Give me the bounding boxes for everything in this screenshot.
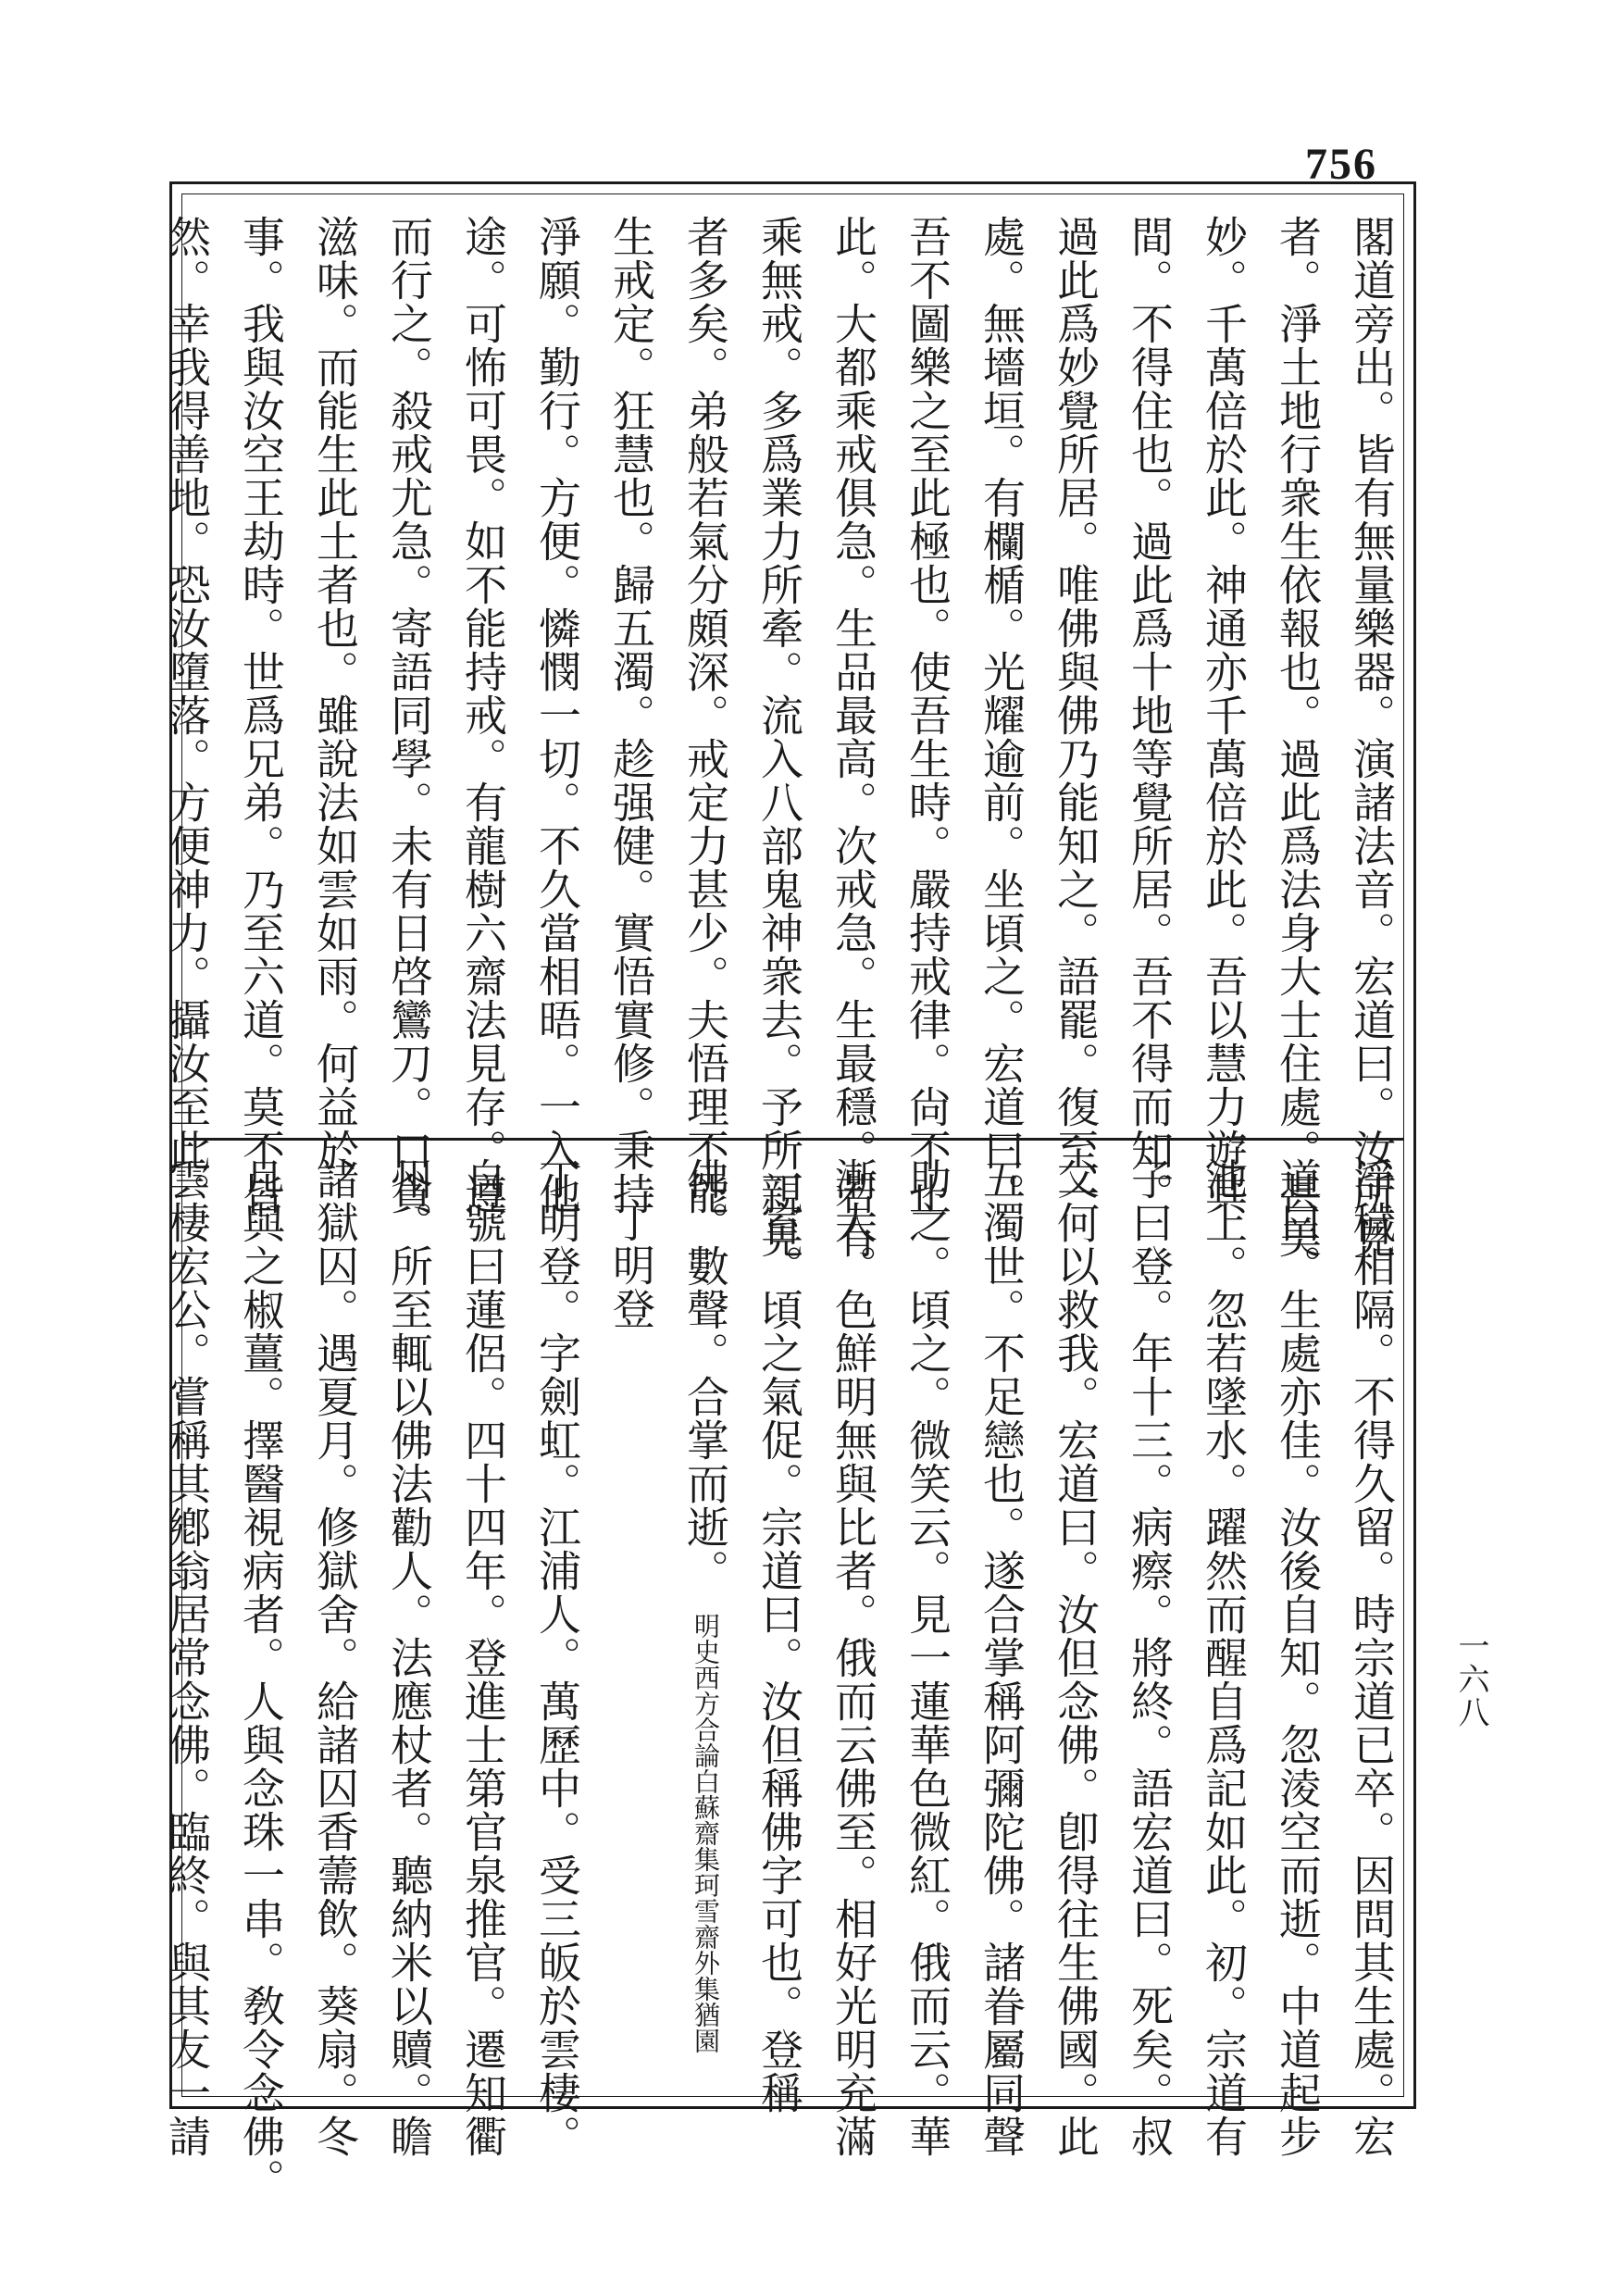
text-column: 然。幸我得善地。恐汝墮落。方便神力。攝汝至此。	[162, 215, 212, 1216]
text-column: 父何以救我。宏道曰。汝但念佛。卽得往生佛國。此	[1051, 1157, 1101, 2158]
text-column: 生戒定。狂慧也。歸五濁。趁强健。實悟實修。秉持	[606, 215, 656, 1216]
text-column: 者多矣。弟般若氣分頗深。戒定力甚少。夫悟理不能	[680, 215, 730, 1216]
section-heading: 丁明登	[606, 1200, 656, 1330]
text-column: 乘無戒。多爲業力所牽。流入八部鬼神衆去。予所親見	[754, 215, 804, 1259]
text-column: 雲棲宏公。嘗稱其鄕翁居常念佛。臨終。與其友一請	[162, 1157, 212, 2158]
text-column: 道曰。生處亦佳。汝後自知。忽淩空而逝。中道起步	[1273, 1157, 1323, 2158]
text-column: 淨願。勤行。方便。憐憫一切。不久當相晤。一入他	[532, 215, 582, 1216]
text-column: 此。大都乘戒俱急。生品最高。次戒急。生最穩。若有	[828, 215, 878, 1259]
text-column-main: 佛。數聲。合掌而逝。	[680, 1157, 730, 1592]
text-column: 滋味。而能生此土者也。雖說法如雲如雨。何益於	[310, 215, 360, 1172]
page-number: 756	[1305, 140, 1377, 189]
text-column-with-note	[668, 1157, 742, 2083]
text-column: 過此爲妙覺所居。唯佛與佛乃能知之。語罷。復至一	[1051, 215, 1101, 1216]
lower-text-section	[150, 1157, 1409, 2202]
text-column: 間。不得住也。過此爲十地等覺所居。吾不得而知。	[1125, 215, 1175, 1216]
text-column: 月與之椒薑。擇醫視病者。人與念珠一串。敎令念佛。	[236, 1157, 286, 2202]
text-column: 自號曰蓮侶。四十四年。登進士第官泉推官。遷知衢	[458, 1157, 508, 2158]
text-column: 一室。頃之氣促。宗道曰。汝但稱佛字可也。登稱	[754, 1157, 804, 2115]
text-column: 諸獄囚。遇夏月。修獄舍。給諸囚香薷飲。葵扇。冬	[310, 1157, 360, 2158]
text-column: 州。所至輒以佛法勸人。法應杖者。聽納米以贖。瞻	[384, 1157, 434, 2158]
upper-text-section	[150, 215, 1409, 1259]
text-column: 助之。頃之。微笑云。見一蓮華色微紅。俄而云。華	[902, 1157, 952, 2158]
text-column: 途。可怖可畏。如不能持戒。有龍樹六齋法見存。遵	[458, 215, 508, 1216]
text-column: 漸大。色鮮明無與比者。俄而云佛至。相好光明充滿	[828, 1157, 878, 2158]
text-column: 淨穢相隔。不得久留。時宗道已卒。因問其生處。宏	[1347, 1157, 1397, 2158]
text-column: 子曰登。年十三。病瘵。將終。語宏道曰。死矣。叔	[1125, 1157, 1175, 2158]
text-column: 妙。千萬倍於此。神通亦千萬倍於此。吾以慧力遊其	[1199, 215, 1249, 1216]
text-column: 而行之。殺戒尤急。寄語同學。未有日啓鸞刀。口貪	[384, 215, 434, 1216]
text-column: 五濁世。不足戀也。遂合掌稱阿彌陀佛。諸眷屬同聲	[977, 1157, 1027, 2158]
text-column: 處。無墻垣。有欄楯。光耀逾前。坐頃之。宏道曰。	[977, 215, 1027, 1216]
text-column: 丁明登。字劍虹。江浦人。萬歷中。受三皈於雲棲。	[532, 1157, 582, 2158]
text-column: 吾不圖樂之至此極也。使吾生時。嚴持戒律。尙不止	[902, 215, 952, 1216]
text-column: 事。我與汝空王劫時。世爲兄弟。乃至六道。莫不皆	[236, 215, 286, 1216]
text-column: 閣道旁出。皆有無量樂器。演諸法音。宏道曰。汝所見	[1347, 215, 1397, 1259]
text-column: 池上。忽若墜水。躍然而醒自爲記如此。初。宗道有	[1199, 1157, 1249, 2158]
side-folio: 一六八	[1452, 1629, 1489, 1729]
text-column: 者。淨土地行衆生依報也。過此爲法身大士住處。甚美	[1273, 215, 1323, 1259]
source-note: 明史西方合論白蘇齋集珂雪齋外集猶園	[691, 1612, 721, 2053]
